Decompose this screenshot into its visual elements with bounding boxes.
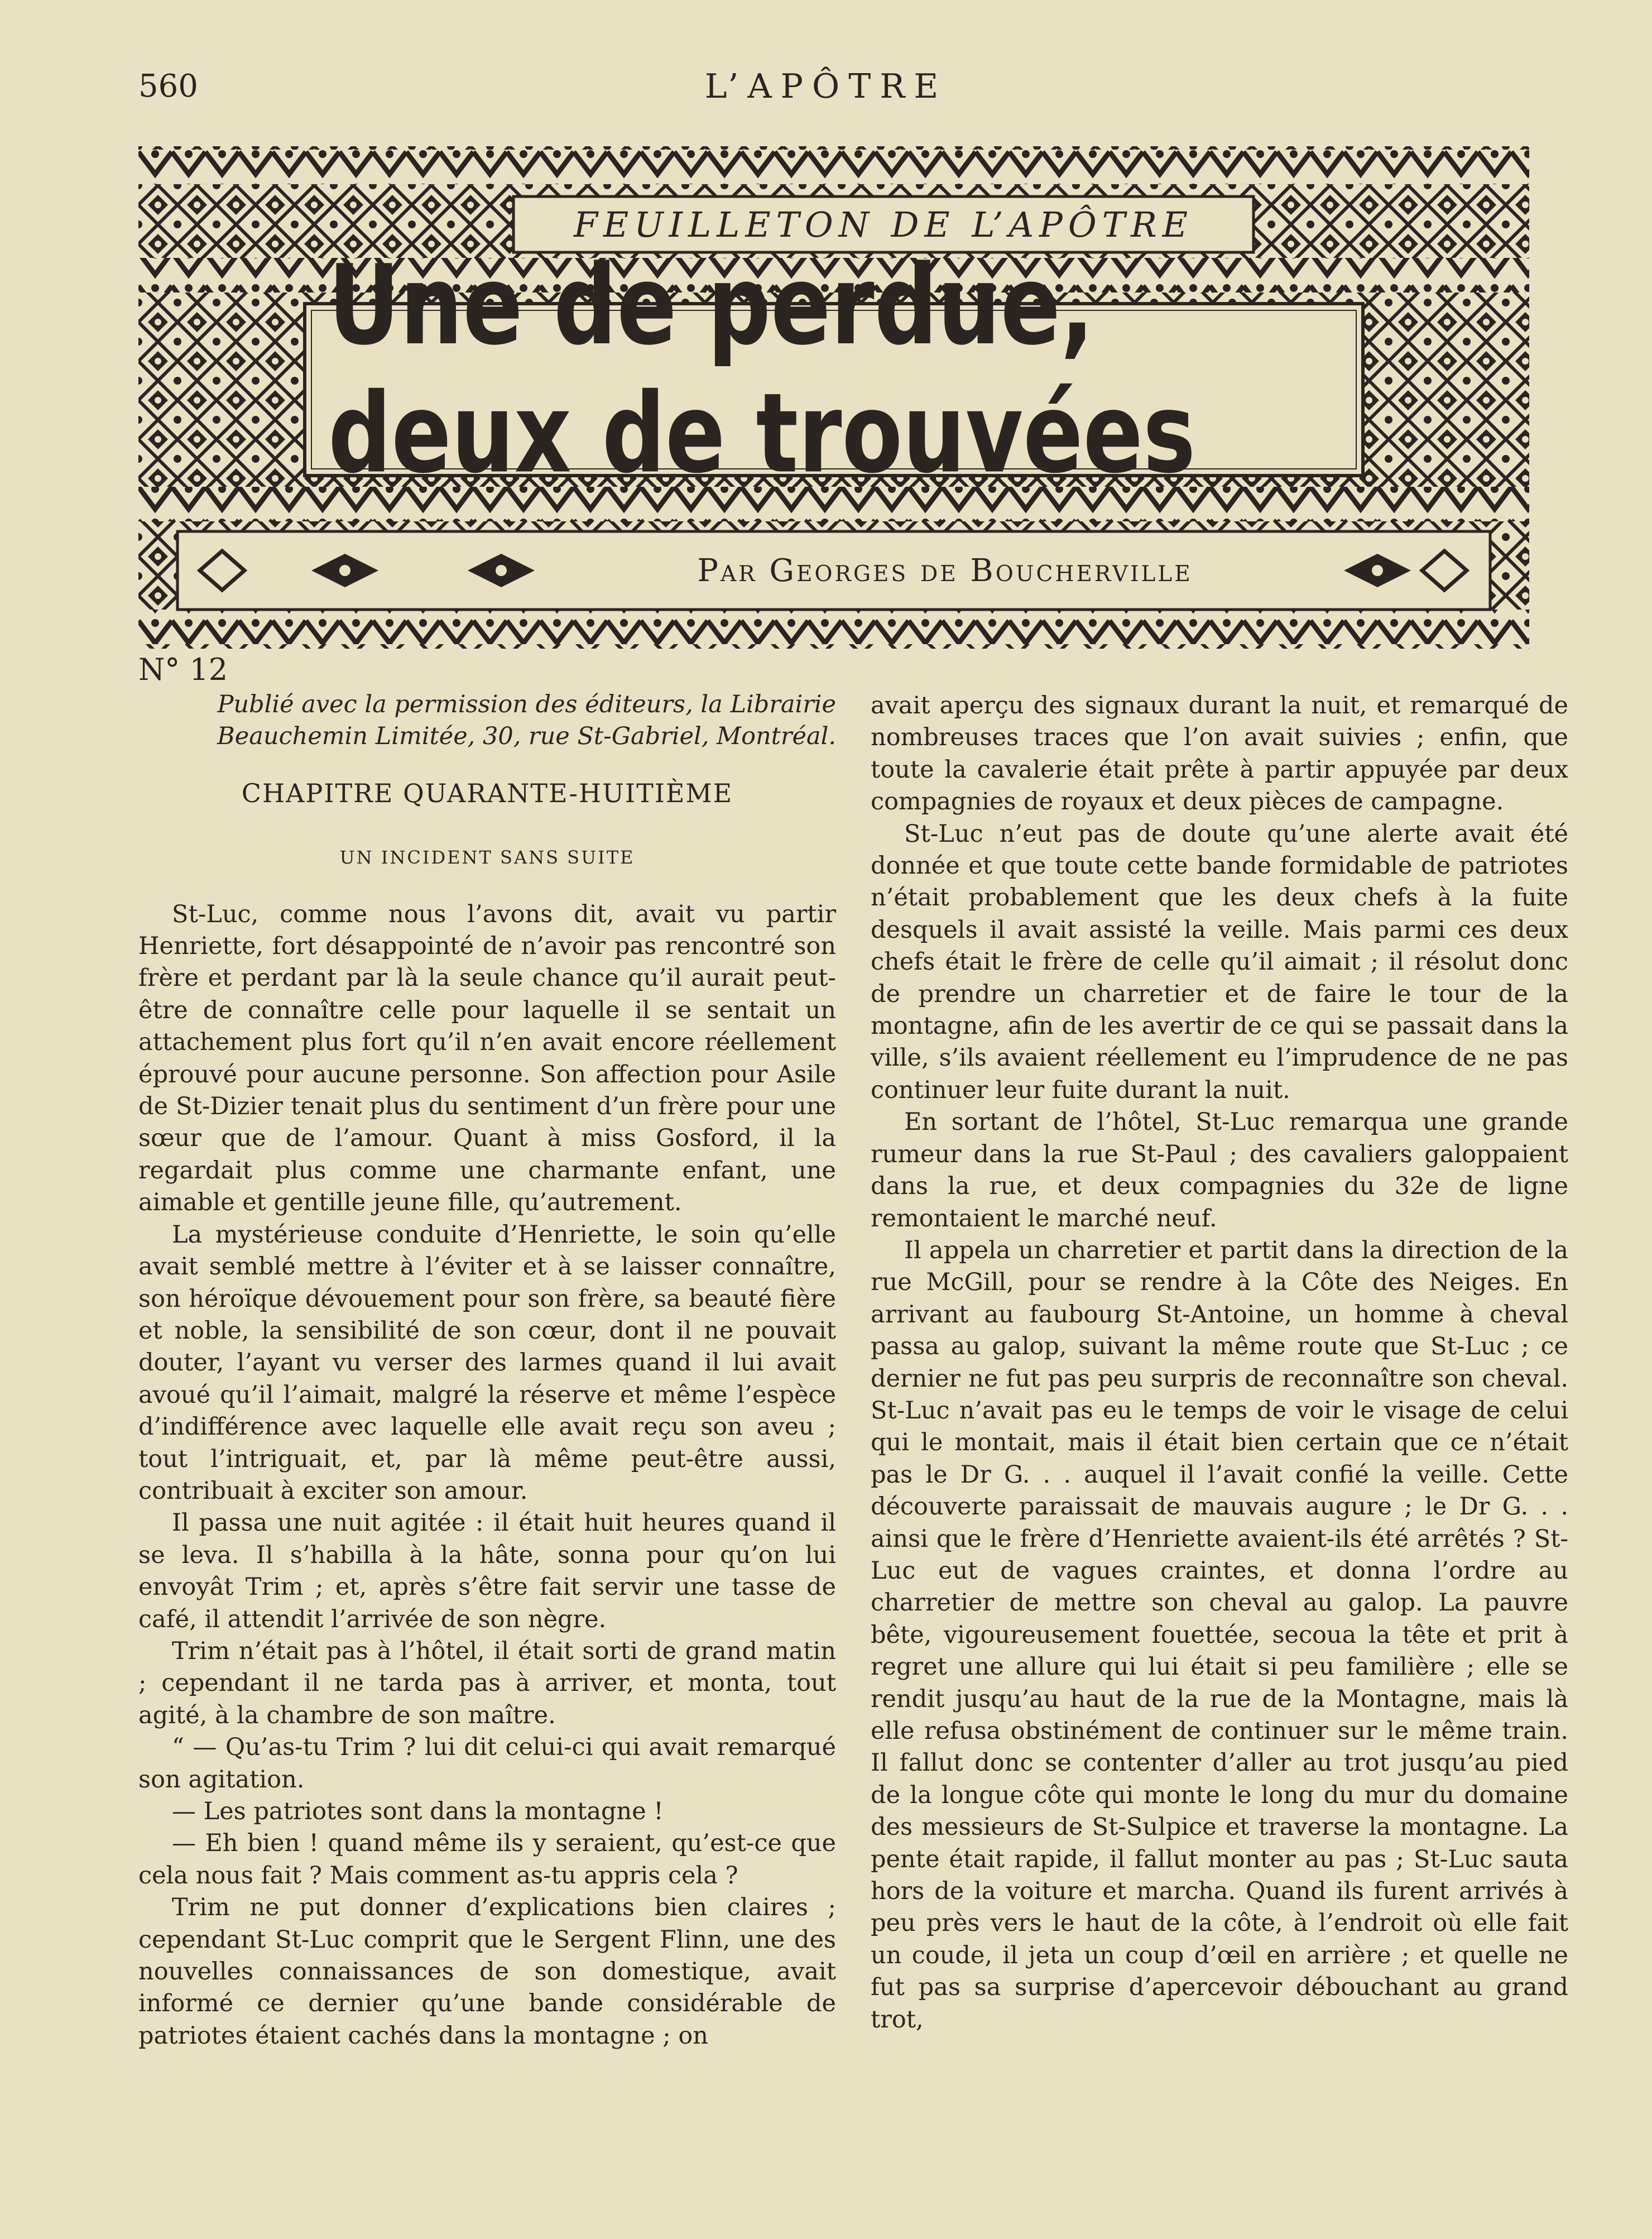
- feuilleton-banner: [138, 146, 1529, 649]
- paragraph: St-Luc n’eut pas de doute qu’une alerte avait été donnée et que toute cette bande formidable de patriotes n’était probablement que les deux chefs à la fuite desquels il avait assisté la veille. Mais parmi ces deux chefs était le frère de celle qu’il aimait ; il résolut donc de prendre un charretier et de faire le tour de la montagne, afin de les avertir de ce qui se passait dans la ville, s’ils avaient réellement eu l’imprudence de ne pas continuer leur fuite durant la nuit.: [871, 819, 1568, 1104]
- paragraph: St-Luc, comme nous l’avons dit, avait vu partir Henriette, fort désappointé de n’avoir pas rencontré son frère et perdant par là la seule chance qu’il aurait peut-être de connaître celle pour laquelle il se sentait un attachement plus fort qu’il n’en avait encore réellement éprouvé pour aucune personne. Son affection pour Asile de St-Dizier tenait plus du sentiment d’un frère pour une sœur que de l’amour. Quant à miss Gosford, il la regardait plus comme une charmante enfant, une aimable et gentille jeune fille, qu’autrement.: [138, 900, 836, 1217]
- paragraph: — Les patriotes sont dans la montagne !: [172, 1797, 664, 1825]
- paragraph: La mystérieuse conduite d’Henriette, le soin qu’elle avait semblé mettre à l’éviter et à se laisser connaître, son héroïque dévouement pour son frère, sa beauté fière et noble, la sensibilité de son cœur, dont il ne pouvait douter, l’ayant vu verser des larmes quand il lui avait avoué qu’il l’aimait, malgré la réserve et même l’espèce d’indifférence avec laquelle elle avait reçu son aveu ; tout l’intriguait, et, par là même peut-être aussi, contribuait à exciter son amour.: [138, 1220, 836, 1505]
- paragraph: “ — Qu’as-tu Trim ? lui dit celui-ci qui avait remarqué son agitation.: [138, 1733, 836, 1794]
- right-column: [871, 690, 1568, 2036]
- page-number: 560: [138, 68, 198, 104]
- paragraph: En sortant de l’hôtel, St-Luc remarqua une grande rumeur dans la rue St-Paul ; des cavaliers galoppaient dans la rue, et deux compagnies du 32e de ligne remontaient le marché neuf.: [871, 1108, 1568, 1233]
- publication-permission: Publié avec la permission des éditeurs, la Librairie Beauchemin Limitée, 30, rue St-Gabriel, Montréal.: [217, 691, 836, 751]
- paragraph: Trim n’était pas à l’hôtel, il était sorti de grand matin ; cependant il ne tarda pas à arriver, et monta, tout agité, à la chambre de son maître.: [138, 1637, 836, 1729]
- issue-number: N° 12: [138, 652, 228, 687]
- story-title: [328, 307, 1339, 432]
- chapter-title: CHAPITRE QUARANTE-HUITIÈME: [241, 778, 733, 808]
- paragraph: Il appela un charretier et partit dans la direction de la rue McGill, pour se rendre à la Côte des Neiges. En arrivant au faubourg St-Antoine, un homme à cheval passa au galop, suivant la même route que St-Luc ; ce dernier ne fut pas peu surpris de reconnaître son cheval. St-Luc n’avait pas eu le temps de voir le visage de celui qui le montait, mais il était bien certain que ce n’était pas le Dr G. . . auquel il l’avait confié la veille. Cette découverte paraissait de mauvais augure ; le Dr G. . . ainsi que le frère d’Henriette avaient-ils été arrêtés ? St-Luc eut de vagues craintes, et donna l’ordre au charretier de mettre son cheval au galop. La pauvre bête, vigoureusement fouettée, secoua la tête et prit à regret une allure qui lui était si peu familière ; elle se rendit jusqu’au haut de la rue de la Montagne, mais là elle refusa obstinément de continuer sur le même train. Il fallut donc se contenter d’aller au trot jusqu’au pied de la longue côte qui monte le long du mur du domaine des messieurs de St-Sulpice et traverse la montagne. La pente était rapide, il fallut monter au pas ; St-Luc sauta hors de la voiture et marcha. Quand ils furent arrivés à peu près vers le haut de la côte, à l’endroit où elle fait un coude, il jeta un coup d’œil en arrière ; et quelle ne fut pas sa surprise d’apercevoir débouchant au grand trot,: [871, 1236, 1568, 2034]
- feuilleton-label: FEUILLETON DE L’APÔTRE: [518, 201, 1249, 248]
- paragraph: avait aperçu des signaux durant la nuit, et remarqué de nombreuses traces que l’on avait suivies ; enfin, que toute la cavalerie était prête à partir appuyée par deux compagnies de royaux et deux pièces de campagne.: [871, 692, 1568, 816]
- paragraph: — Eh bien ! quand même ils y seraient, qu’est-ce que cela nous fait ? Mais comment as-tu appris cela ?: [138, 1829, 836, 1890]
- author-byline: Par Georges de Boucherville: [697, 552, 1193, 589]
- left-column: [138, 689, 836, 2052]
- chapter-subtitle: UN INCIDENT SANS SUITE: [339, 847, 635, 869]
- paragraph: Trim ne put donner d’explications bien claires ; cependant St-Luc comprit que le Sergent Flinn, une des nouvelles connaissances de son domestique, avait informé ce dernier qu’une bande considérable de patriotes étaient cachés dans la montagne ; on: [138, 1893, 836, 2050]
- paragraph: Il passa une nuit agitée : il était huit heures quand il se leva. Il s’habilla à la hâte, sonna pour qu’on lui envoyât Trim ; et, après s’être fait servir une tasse de café, il attendit l’arrivée de son nègre.: [138, 1509, 836, 1633]
- running-head: L’APÔTRE: [704, 67, 948, 106]
